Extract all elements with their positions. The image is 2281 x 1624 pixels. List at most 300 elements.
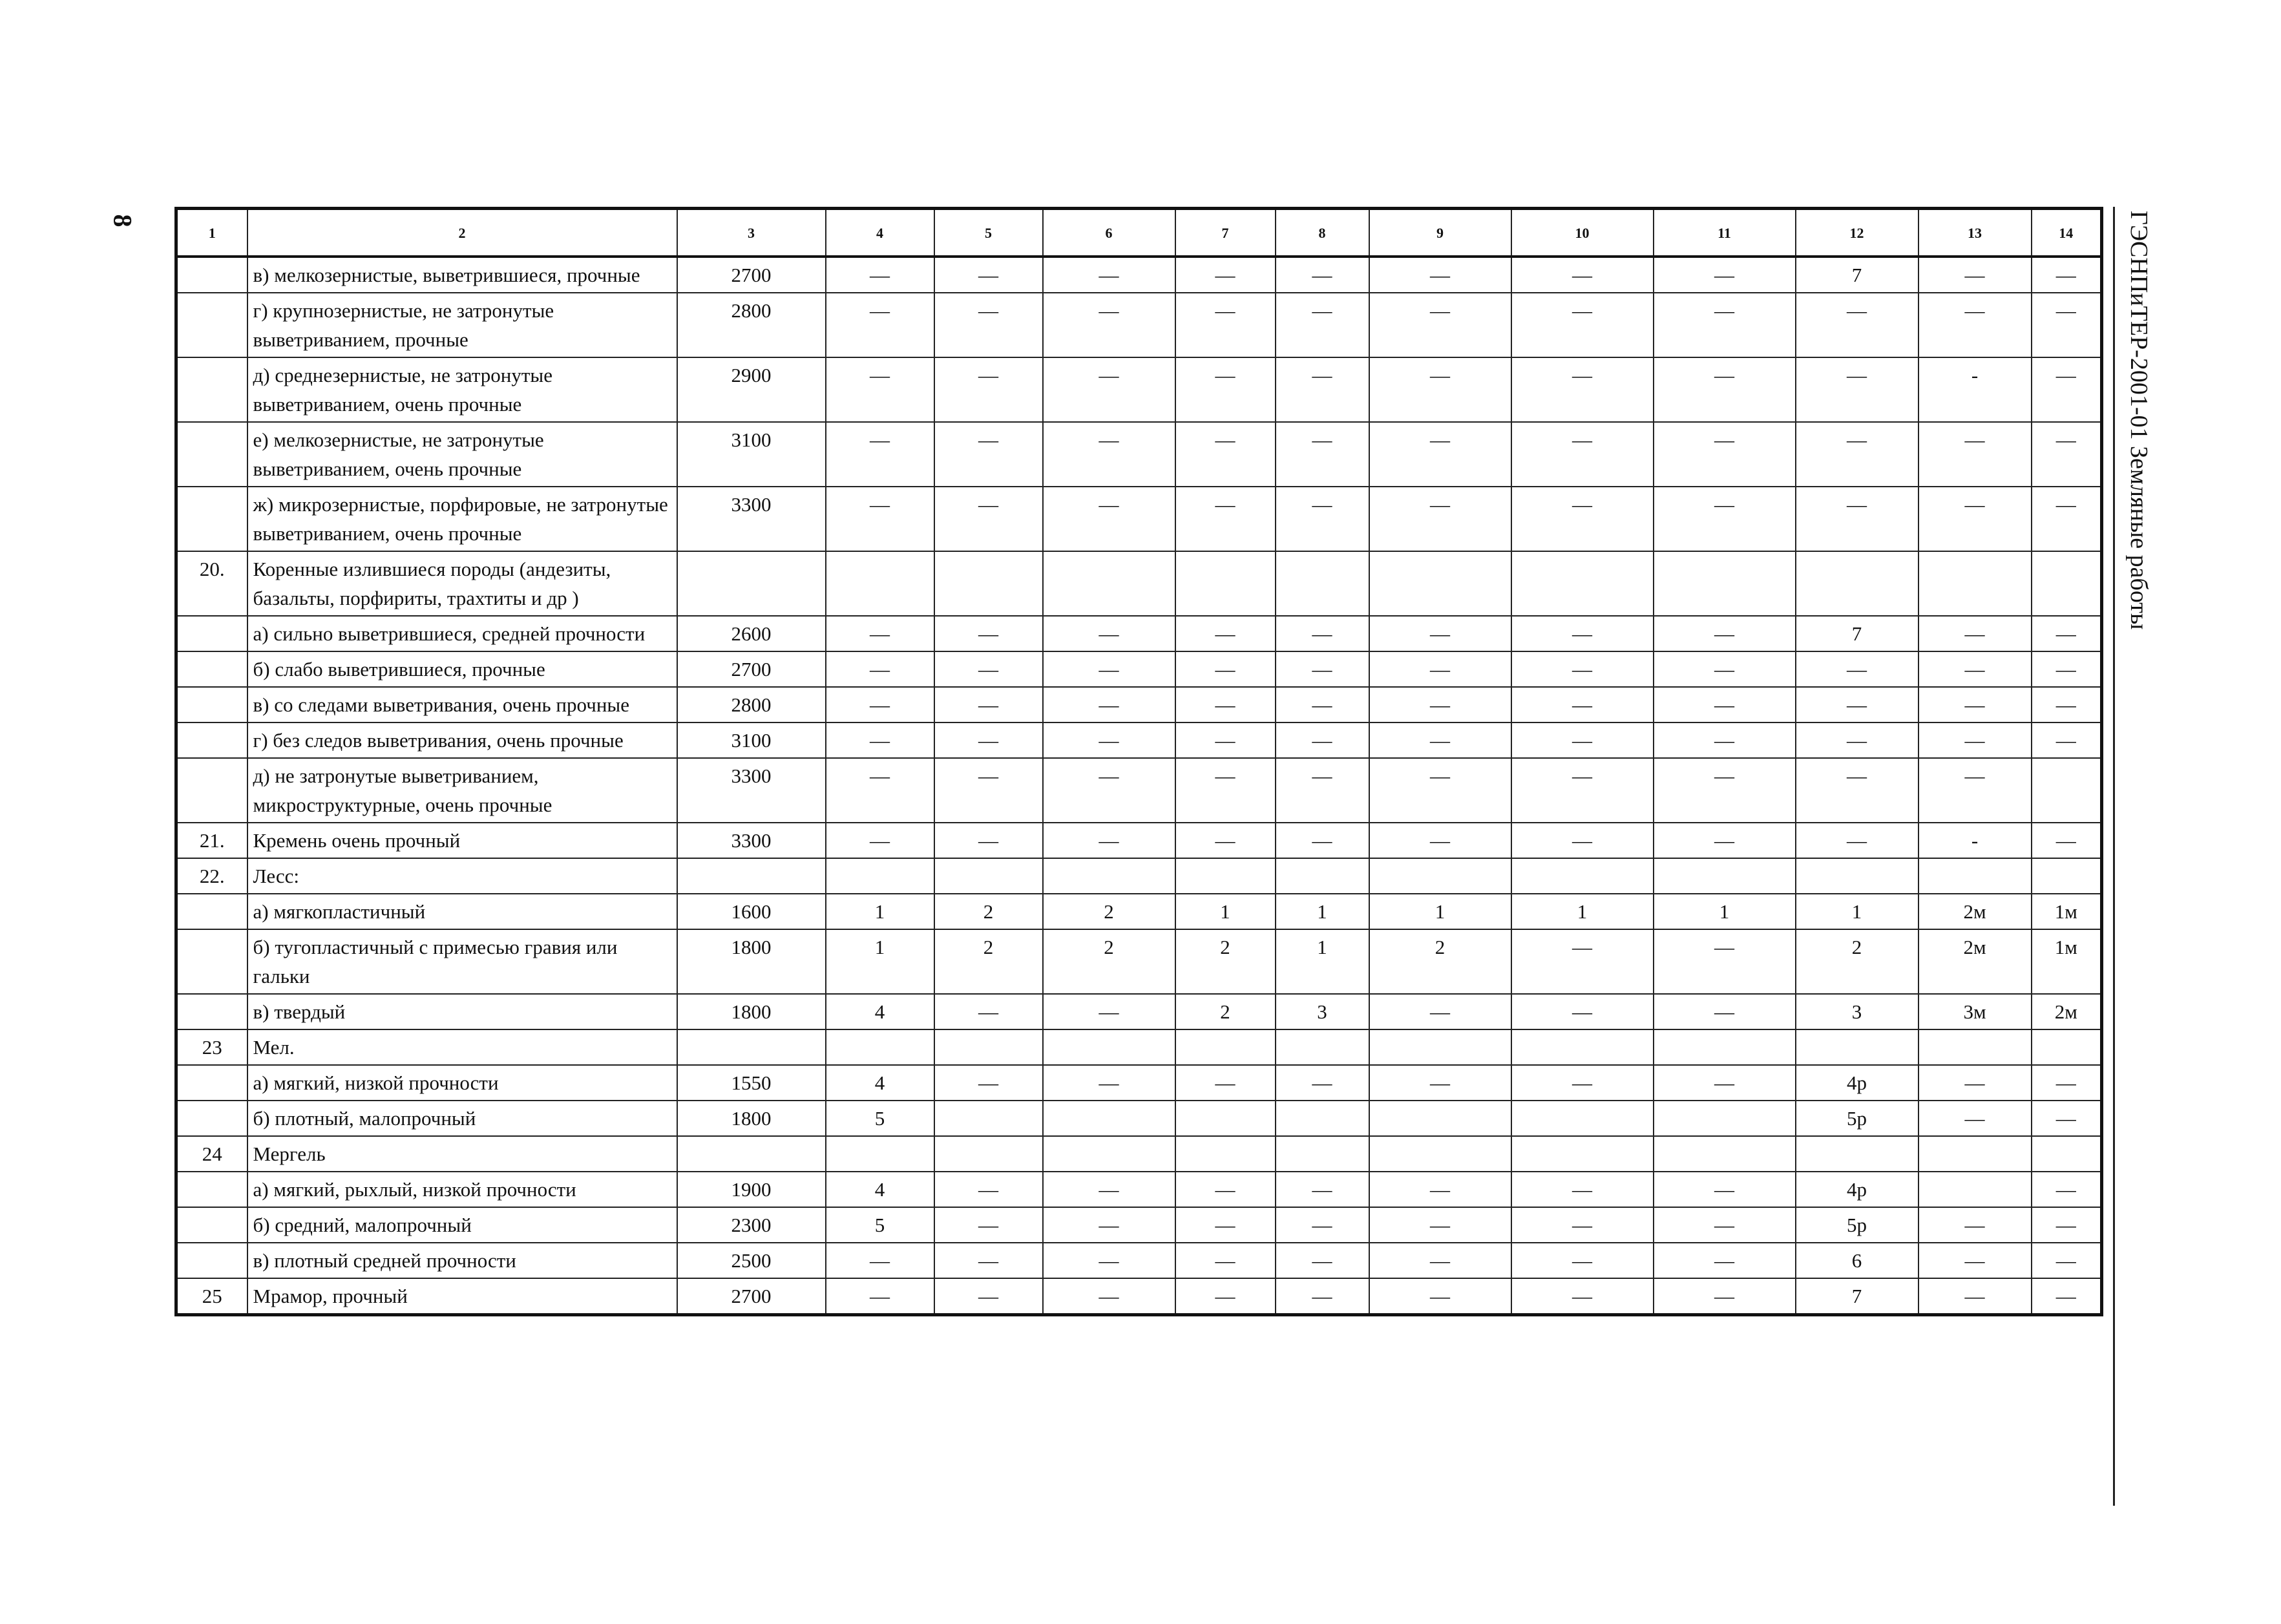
category-cell: 2	[934, 929, 1043, 994]
category-cell: —	[1276, 1065, 1369, 1101]
category-cell: —	[1369, 1172, 1511, 1207]
category-cell: —	[1511, 357, 1654, 422]
category-cell	[2032, 758, 2102, 823]
category-cell: —	[2032, 1243, 2102, 1278]
category-cell: —	[1511, 1172, 1654, 1207]
column-number: 14	[2032, 209, 2102, 257]
column-number: 4	[826, 209, 934, 257]
category-cell: —	[1276, 823, 1369, 858]
category-cell: —	[1796, 722, 1918, 758]
soil-name-cell: Кремень очень прочный	[247, 823, 677, 858]
category-cell: —	[1043, 357, 1175, 422]
density-cell: 2800	[677, 293, 826, 357]
category-cell: -	[1918, 823, 2032, 858]
category-cell: 2	[934, 894, 1043, 929]
category-cell: 4р	[1796, 1065, 1918, 1101]
category-cell: —	[1369, 257, 1511, 293]
category-cell: —	[1511, 616, 1654, 651]
category-cell: 5р	[1796, 1101, 1918, 1136]
density-cell: 1900	[677, 1172, 826, 1207]
category-cell: —	[934, 1172, 1043, 1207]
category-cell	[1175, 1136, 1276, 1172]
soil-name-cell: ж) микрозернистые, порфировые, не затронутые выветриванием, очень прочные	[247, 487, 677, 551]
category-cell	[2032, 858, 2102, 894]
category-cell: —	[2032, 722, 2102, 758]
category-cell: —	[1175, 257, 1276, 293]
density-cell	[677, 1029, 826, 1065]
category-cell	[1175, 1029, 1276, 1065]
column-number: 6	[1043, 209, 1175, 257]
category-cell: —	[2032, 422, 2102, 487]
soil-name-cell: в) твердый	[247, 994, 677, 1029]
category-cell: —	[1918, 651, 2032, 687]
category-cell: —	[1175, 1278, 1276, 1315]
category-cell: —	[2032, 487, 2102, 551]
soil-name-cell: в) плотный средней прочности	[247, 1243, 677, 1278]
soil-name-cell: е) мелкозернистые, не затронутые выветриванием, очень прочные	[247, 422, 677, 487]
soil-name-cell: а) сильно выветрившиеся, средней прочности	[247, 616, 677, 651]
category-cell	[1043, 551, 1175, 616]
category-cell: —	[826, 1278, 934, 1315]
category-cell: 2	[1043, 929, 1175, 994]
category-cell	[1511, 858, 1654, 894]
category-cell: —	[1654, 1065, 1796, 1101]
category-cell: —	[1175, 1065, 1276, 1101]
table-row	[176, 651, 2102, 687]
category-cell: —	[1511, 687, 1654, 722]
category-cell: —	[1654, 823, 1796, 858]
category-cell: 4р	[1796, 1172, 1918, 1207]
table-row	[176, 357, 2102, 422]
soil-name-cell: б) средний, малопрочный	[247, 1207, 677, 1243]
category-cell: 2	[1175, 994, 1276, 1029]
category-cell: —	[1043, 293, 1175, 357]
column-number: 2	[247, 209, 677, 257]
category-cell: —	[826, 257, 934, 293]
density-cell: 1800	[677, 929, 826, 994]
soil-name-cell: а) мягкопластичный	[247, 894, 677, 929]
category-cell	[934, 551, 1043, 616]
category-cell: —	[2032, 651, 2102, 687]
category-cell: —	[934, 722, 1043, 758]
table-row	[176, 1101, 2102, 1136]
category-cell: —	[2032, 1101, 2102, 1136]
row-number-cell	[176, 1065, 247, 1101]
category-cell: —	[1369, 422, 1511, 487]
column-number: 9	[1369, 209, 1511, 257]
column-number: 12	[1796, 209, 1918, 257]
category-cell: —	[1276, 293, 1369, 357]
category-cell: —	[2032, 357, 2102, 422]
category-cell: —	[1175, 293, 1276, 357]
table-row	[176, 758, 2102, 823]
category-cell: —	[934, 994, 1043, 1029]
category-cell: —	[1511, 823, 1654, 858]
category-cell: —	[826, 722, 934, 758]
category-cell	[1369, 1101, 1511, 1136]
density-cell: 2900	[677, 357, 826, 422]
soil-name-cell: Коренные излившиеся породы (андезиты, базальты, порфириты, трахтиты и др )	[247, 551, 677, 616]
table-row	[176, 1243, 2102, 1278]
column-number: 7	[1175, 209, 1276, 257]
category-cell: —	[826, 357, 934, 422]
category-cell: —	[1918, 758, 2032, 823]
category-cell: —	[1043, 422, 1175, 487]
category-cell: —	[1511, 422, 1654, 487]
category-cell: —	[1369, 994, 1511, 1029]
category-cell	[1276, 1136, 1369, 1172]
density-cell: 1550	[677, 1065, 826, 1101]
category-cell: —	[2032, 1065, 2102, 1101]
row-number-cell: 25	[176, 1278, 247, 1315]
category-cell	[1175, 858, 1276, 894]
category-cell: —	[1654, 357, 1796, 422]
table-row	[176, 1172, 2102, 1207]
category-cell: 7	[1796, 616, 1918, 651]
category-cell	[934, 858, 1043, 894]
row-number-cell	[176, 422, 247, 487]
category-cell: —	[1918, 422, 2032, 487]
category-cell	[1511, 551, 1654, 616]
table-body	[176, 209, 2102, 1315]
category-cell: —	[1918, 1243, 2032, 1278]
table-row	[176, 823, 2102, 858]
category-cell: —	[2032, 1278, 2102, 1315]
category-cell: —	[1276, 687, 1369, 722]
category-cell	[1654, 1101, 1796, 1136]
category-cell: —	[1369, 293, 1511, 357]
category-cell: —	[1175, 823, 1276, 858]
category-cell: —	[1276, 722, 1369, 758]
category-cell: —	[1654, 1172, 1796, 1207]
table-row	[176, 1065, 2102, 1101]
category-cell: —	[2032, 616, 2102, 651]
category-cell: —	[1918, 293, 2032, 357]
category-cell	[1276, 551, 1369, 616]
category-cell: —	[1043, 722, 1175, 758]
category-cell	[1796, 1136, 1918, 1172]
category-cell: —	[1654, 293, 1796, 357]
density-cell	[677, 1136, 826, 1172]
soil-name-cell: д) среднезернистые, не затронутые выветриванием, очень прочные	[247, 357, 677, 422]
category-cell	[1918, 1136, 2032, 1172]
category-cell: —	[826, 1243, 934, 1278]
table-row	[176, 722, 2102, 758]
category-cell: 2	[1369, 929, 1511, 994]
category-cell: —	[1654, 422, 1796, 487]
row-number-cell	[176, 1243, 247, 1278]
category-cell: 4	[826, 1172, 934, 1207]
category-cell: —	[1043, 1065, 1175, 1101]
category-cell	[826, 1029, 934, 1065]
soil-name-cell: а) мягкий, рыхлый, низкой прочности	[247, 1172, 677, 1207]
row-number-cell: 23	[176, 1029, 247, 1065]
category-cell: 5	[826, 1101, 934, 1136]
category-cell: —	[1511, 293, 1654, 357]
category-cell	[1511, 1101, 1654, 1136]
category-cell	[1796, 858, 1918, 894]
category-cell: —	[1918, 722, 2032, 758]
category-cell: —	[1043, 487, 1175, 551]
row-number-cell	[176, 293, 247, 357]
category-cell: —	[934, 1207, 1043, 1243]
category-cell: —	[1654, 929, 1796, 994]
category-cell: —	[1043, 758, 1175, 823]
column-number: 3	[677, 209, 826, 257]
column-number-row	[176, 209, 2102, 257]
category-cell: —	[1654, 722, 1796, 758]
category-cell: —	[1276, 257, 1369, 293]
density-cell: 2800	[677, 687, 826, 722]
category-cell: 7	[1796, 257, 1918, 293]
category-cell: —	[2032, 823, 2102, 858]
category-cell: —	[1511, 651, 1654, 687]
category-cell: —	[1918, 687, 2032, 722]
category-cell: —	[1369, 1207, 1511, 1243]
category-cell: —	[826, 651, 934, 687]
row-number-cell	[176, 1207, 247, 1243]
category-cell: —	[1796, 651, 1918, 687]
category-cell: —	[1175, 422, 1276, 487]
category-cell	[1276, 858, 1369, 894]
category-cell	[1918, 551, 2032, 616]
category-cell: —	[934, 651, 1043, 687]
category-cell: —	[1175, 1243, 1276, 1278]
category-cell: —	[1654, 994, 1796, 1029]
category-cell: —	[934, 823, 1043, 858]
soil-name-cell: б) слабо выветрившиеся, прочные	[247, 651, 677, 687]
column-number: 5	[934, 209, 1043, 257]
category-cell: —	[934, 616, 1043, 651]
category-cell: —	[826, 758, 934, 823]
category-cell: —	[1369, 823, 1511, 858]
category-cell: —	[1276, 1172, 1369, 1207]
column-number: 13	[1918, 209, 2032, 257]
category-cell: —	[1511, 758, 1654, 823]
soil-name-cell: Мел.	[247, 1029, 677, 1065]
category-cell	[1654, 1029, 1796, 1065]
category-cell: —	[1175, 616, 1276, 651]
row-number-cell	[176, 722, 247, 758]
row-number-cell: 22.	[176, 858, 247, 894]
category-cell: —	[1918, 487, 2032, 551]
density-cell: 2600	[677, 616, 826, 651]
category-cell	[1043, 858, 1175, 894]
category-cell: 2	[1796, 929, 1918, 994]
category-cell: —	[1654, 487, 1796, 551]
category-cell: —	[1369, 616, 1511, 651]
category-cell	[1175, 1101, 1276, 1136]
table-row	[176, 858, 2102, 894]
category-cell: 1	[1654, 894, 1796, 929]
density-cell: 3300	[677, 758, 826, 823]
soil-name-cell: в) мелкозернистые, выветрившиеся, прочные	[247, 257, 677, 293]
category-cell: —	[1918, 616, 2032, 651]
category-cell: —	[1511, 487, 1654, 551]
category-cell: —	[2032, 687, 2102, 722]
row-number-cell	[176, 1172, 247, 1207]
density-cell: 1800	[677, 1101, 826, 1136]
category-cell: —	[1654, 651, 1796, 687]
category-cell	[1511, 1136, 1654, 1172]
category-cell: —	[1043, 823, 1175, 858]
category-cell: 1	[1369, 894, 1511, 929]
category-cell: 1	[1175, 894, 1276, 929]
category-cell: —	[1369, 758, 1511, 823]
category-cell: —	[1369, 1243, 1511, 1278]
category-cell	[1043, 1101, 1175, 1136]
density-cell: 2700	[677, 1278, 826, 1315]
category-cell: 5	[826, 1207, 934, 1243]
soil-name-cell: Мергель	[247, 1136, 677, 1172]
category-cell: 3	[1796, 994, 1918, 1029]
category-cell: —	[1043, 687, 1175, 722]
category-cell: —	[934, 293, 1043, 357]
category-cell: —	[1043, 651, 1175, 687]
row-number-cell	[176, 357, 247, 422]
category-cell: —	[1043, 1207, 1175, 1243]
category-cell: 4	[826, 1065, 934, 1101]
density-cell: 2700	[677, 651, 826, 687]
table-row	[176, 422, 2102, 487]
row-number-cell: 20.	[176, 551, 247, 616]
category-cell: 1	[1511, 894, 1654, 929]
category-cell: 2	[1043, 894, 1175, 929]
category-cell: —	[1796, 487, 1918, 551]
category-cell	[1796, 551, 1918, 616]
category-cell: —	[826, 823, 934, 858]
category-cell: —	[1654, 1278, 1796, 1315]
category-cell	[1276, 1101, 1369, 1136]
category-cell: —	[1175, 687, 1276, 722]
category-cell: —	[934, 1243, 1043, 1278]
category-cell: —	[934, 422, 1043, 487]
category-cell	[934, 1136, 1043, 1172]
category-cell: —	[1043, 616, 1175, 651]
density-cell: 1600	[677, 894, 826, 929]
density-cell	[677, 551, 826, 616]
category-cell: —	[1796, 422, 1918, 487]
table-row	[176, 929, 2102, 994]
category-cell: —	[1511, 1065, 1654, 1101]
category-cell: —	[1276, 758, 1369, 823]
row-number-cell: 21.	[176, 823, 247, 858]
category-cell: —	[1511, 1243, 1654, 1278]
category-cell	[826, 858, 934, 894]
category-cell: 4	[826, 994, 934, 1029]
table-row	[176, 1029, 2102, 1065]
category-cell: —	[1175, 651, 1276, 687]
category-cell: —	[1511, 722, 1654, 758]
category-cell	[1369, 1029, 1511, 1065]
category-cell	[1369, 858, 1511, 894]
category-cell: —	[1043, 1172, 1175, 1207]
category-cell: —	[1796, 687, 1918, 722]
category-cell: —	[1796, 823, 1918, 858]
category-cell: —	[1369, 722, 1511, 758]
category-cell: —	[1511, 257, 1654, 293]
category-cell: —	[1369, 651, 1511, 687]
soil-name-cell: в) со следами выветривания, очень прочные	[247, 687, 677, 722]
category-cell	[1654, 1136, 1796, 1172]
category-cell: —	[1276, 422, 1369, 487]
table-row	[176, 1278, 2102, 1315]
table-row	[176, 894, 2102, 929]
category-cell: —	[1276, 1207, 1369, 1243]
row-number-cell	[176, 1101, 247, 1136]
category-cell: 1м	[2032, 894, 2102, 929]
category-cell: —	[934, 1065, 1043, 1101]
soil-name-cell: Мрамор, прочный	[247, 1278, 677, 1315]
category-cell: —	[1918, 257, 2032, 293]
table-row	[176, 551, 2102, 616]
category-cell: —	[1796, 758, 1918, 823]
category-cell: —	[1369, 687, 1511, 722]
table-row	[176, 293, 2102, 357]
category-cell: —	[1654, 1207, 1796, 1243]
category-cell: 5р	[1796, 1207, 1918, 1243]
category-cell	[934, 1029, 1043, 1065]
category-cell: —	[826, 487, 934, 551]
category-cell: —	[934, 357, 1043, 422]
category-cell: —	[1654, 257, 1796, 293]
category-cell	[826, 551, 934, 616]
category-cell	[1511, 1029, 1654, 1065]
category-cell: —	[1276, 1243, 1369, 1278]
category-cell: -	[1918, 357, 2032, 422]
category-cell	[1654, 858, 1796, 894]
category-cell	[2032, 1136, 2102, 1172]
category-cell: —	[1918, 1278, 2032, 1315]
density-cell: 2700	[677, 257, 826, 293]
category-cell: 2м	[2032, 994, 2102, 1029]
category-cell	[1918, 1029, 2032, 1065]
category-cell: —	[934, 487, 1043, 551]
category-cell: —	[1175, 487, 1276, 551]
category-cell	[1175, 551, 1276, 616]
category-cell	[1369, 551, 1511, 616]
category-cell: —	[1511, 929, 1654, 994]
category-cell: —	[1276, 1278, 1369, 1315]
category-cell: 1м	[2032, 929, 2102, 994]
category-cell	[1918, 858, 2032, 894]
category-cell: —	[1175, 758, 1276, 823]
category-cell	[1043, 1029, 1175, 1065]
category-cell: —	[1654, 758, 1796, 823]
category-cell: —	[826, 687, 934, 722]
category-cell: —	[1918, 1065, 2032, 1101]
table-row	[176, 994, 2102, 1029]
category-cell: 7	[1796, 1278, 1918, 1315]
soil-name-cell: д) не затронутые выветриванием, микроструктурные, очень прочные	[247, 758, 677, 823]
soil-name-cell: г) крупнозернистые, не затронутые выветриванием, прочные	[247, 293, 677, 357]
category-cell: —	[1276, 357, 1369, 422]
category-cell: —	[1511, 994, 1654, 1029]
row-number-cell	[176, 616, 247, 651]
category-cell: —	[1796, 293, 1918, 357]
category-cell: 2м	[1918, 894, 2032, 929]
row-number-cell	[176, 994, 247, 1029]
category-cell: —	[934, 257, 1043, 293]
category-cell: —	[1918, 1207, 2032, 1243]
density-cell: 3300	[677, 487, 826, 551]
category-cell: —	[1043, 257, 1175, 293]
density-cell: 2500	[677, 1243, 826, 1278]
category-cell: —	[826, 293, 934, 357]
category-cell: —	[1369, 1065, 1511, 1101]
column-number: 1	[176, 209, 247, 257]
column-number: 10	[1511, 209, 1654, 257]
